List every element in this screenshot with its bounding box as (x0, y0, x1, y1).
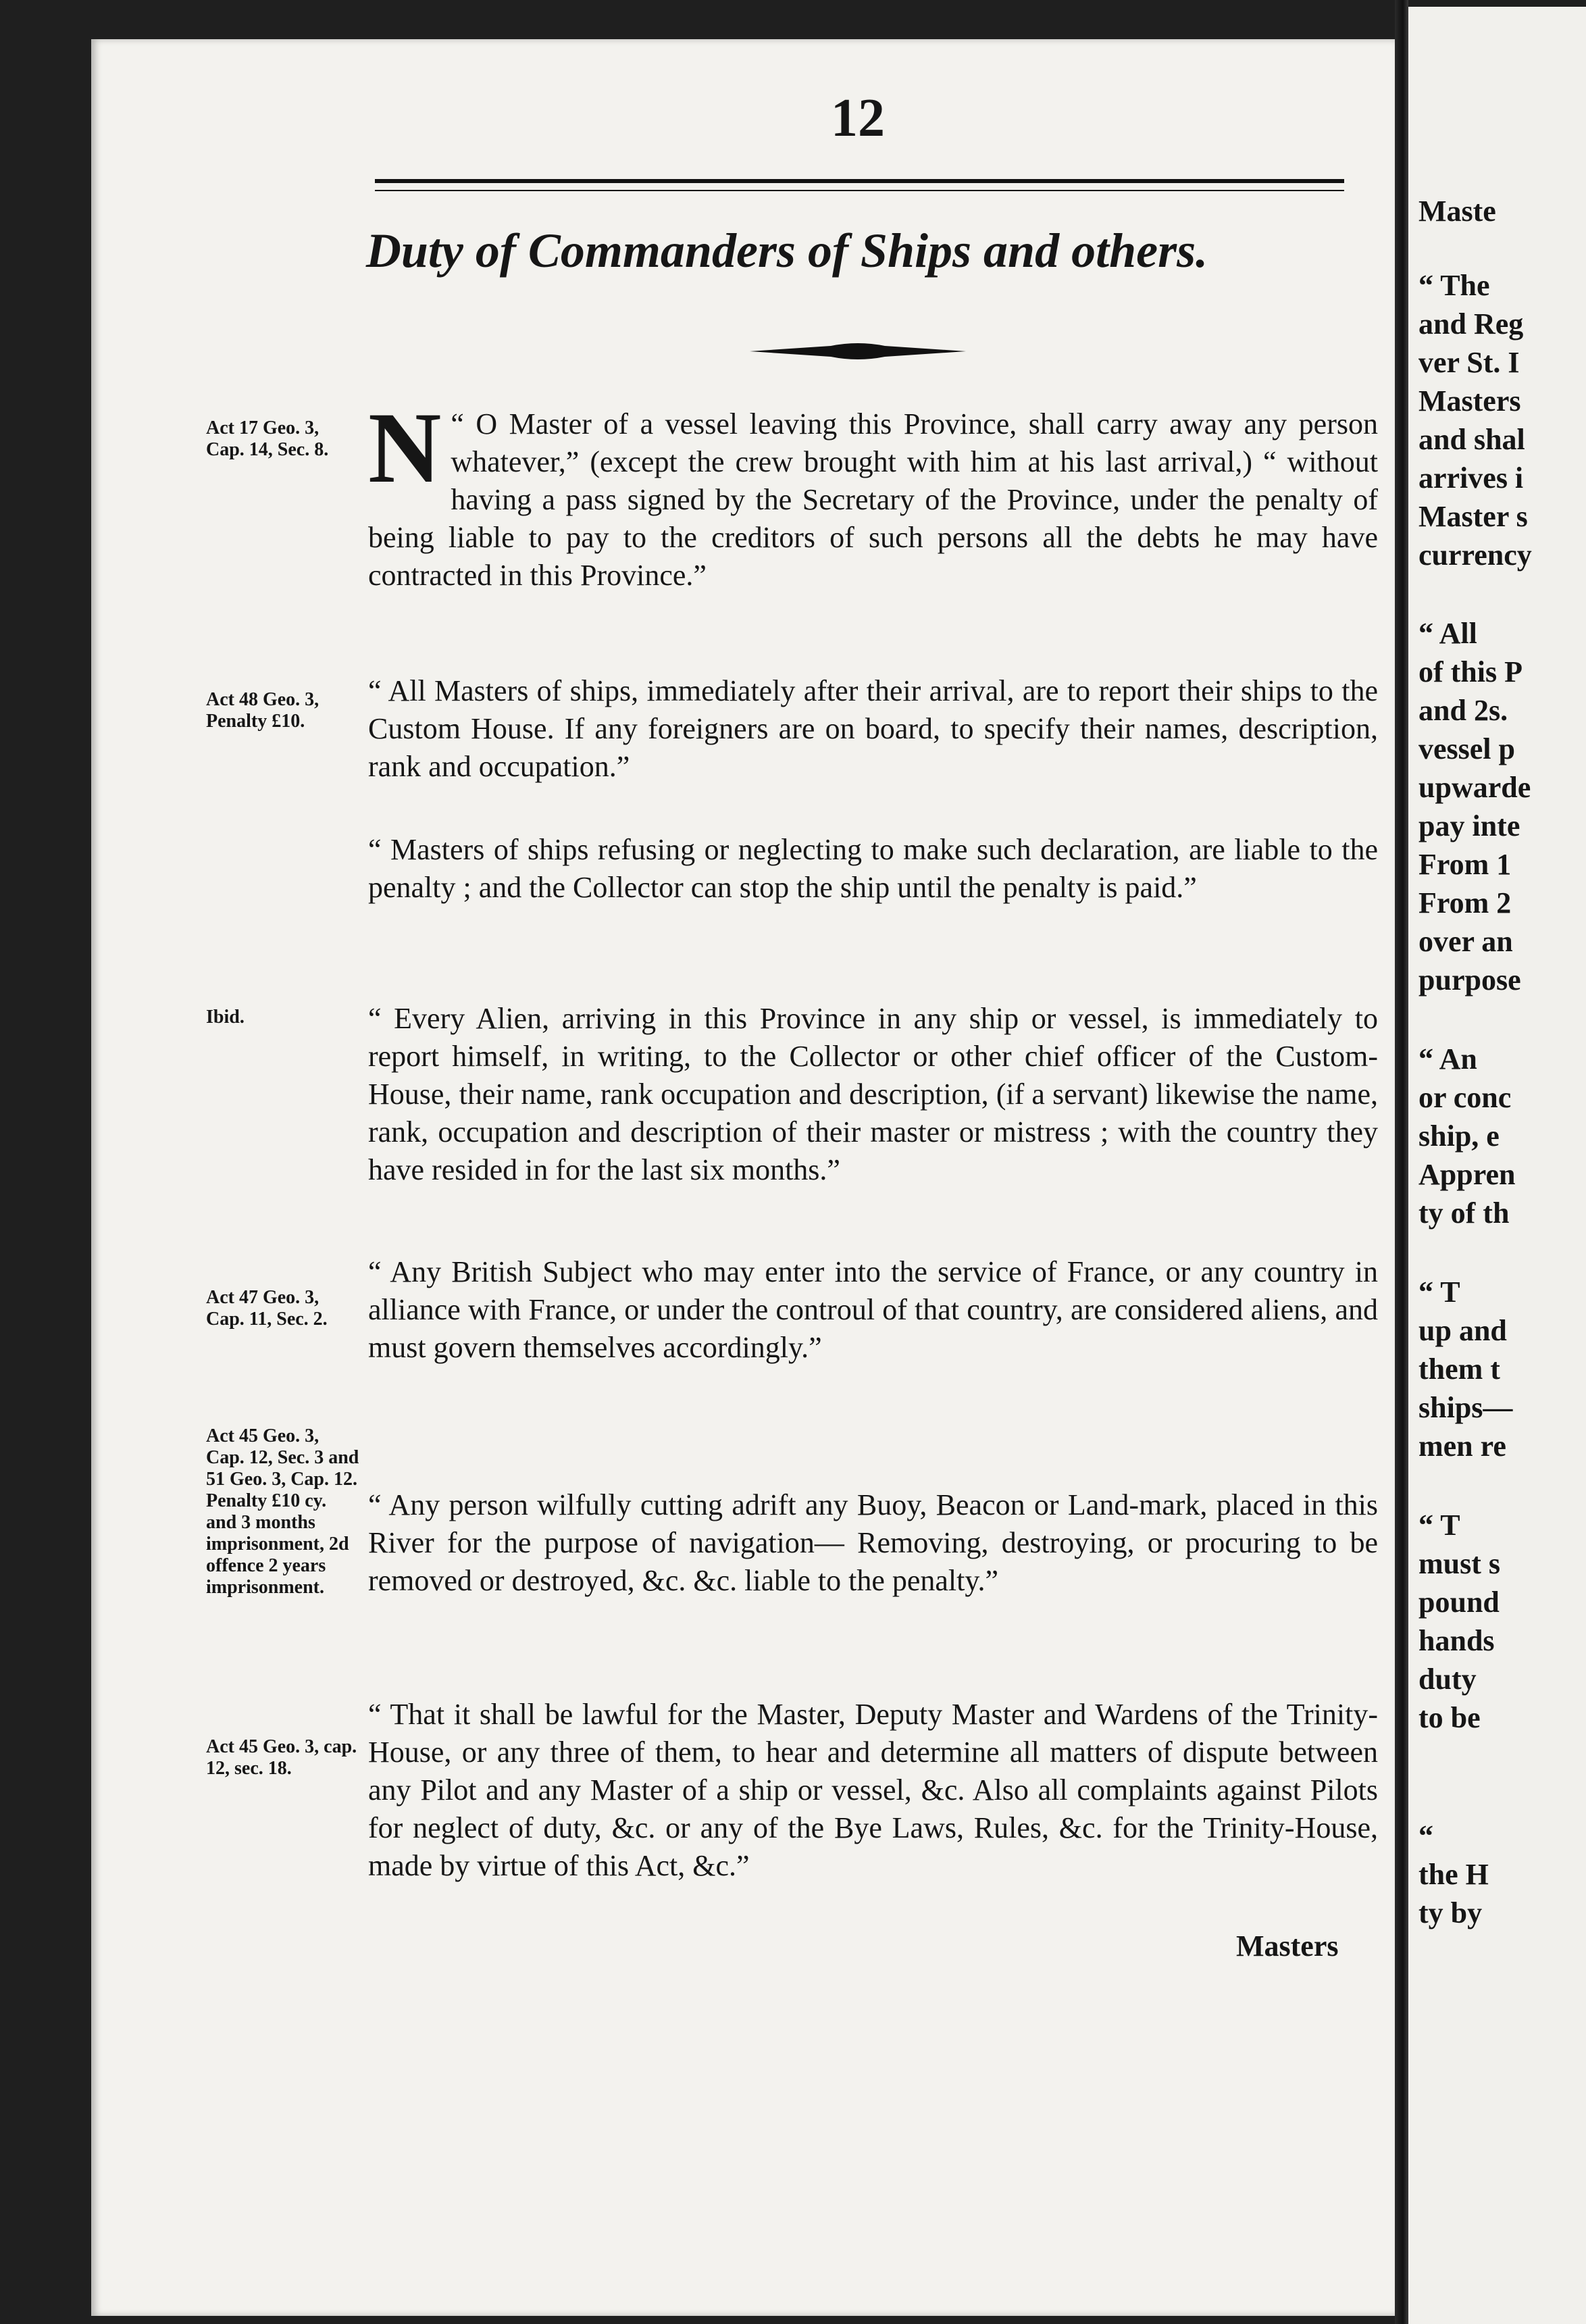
right-line: ships— (1418, 1391, 1513, 1424)
margin-note-7: Act 45 Geo. 3, cap. 12, sec. 18. (206, 1736, 357, 1779)
right-line: From 1 (1418, 848, 1512, 881)
right-line: purpose (1418, 963, 1521, 996)
right-line: “ (1418, 1819, 1433, 1852)
catchword: Masters (1236, 1929, 1339, 1963)
right-line: ver St. I (1418, 346, 1520, 379)
right-line: and shal (1418, 423, 1525, 456)
right-line: ty by (1418, 1896, 1483, 1929)
right-line: “ T (1418, 1275, 1460, 1309)
paragraph-4: “ Every Alien, arriving in this Province in any ship or vessel, is immediately to report himself, in writing, to the Collector or other chief officer of the Custom-House, their name, rank occupation and description, (if a servant) likewise the name, rank, occupation and description of their master or mistress ; with the country they have resided in for the last six months.” (368, 1002, 1378, 1186)
right-line: and 2s. (1418, 694, 1508, 727)
right-line: upwarde (1418, 771, 1531, 804)
right-line: must s (1418, 1547, 1501, 1580)
paragraph-1-text: “ O Master of a vessel leaving this Province, shall carry away any person whatever,” (except the crew brought with him at his last arrival,) “ without having a pass signed by the Secretary of the Province, under the penalty of being liable to pay to the creditors of such persons all the debts he may have contracted in this Province.” (368, 407, 1378, 592)
right-line: over an (1418, 925, 1513, 958)
right-line: of this P (1418, 655, 1523, 688)
right-line: up and (1418, 1314, 1507, 1347)
right-line: currency (1418, 538, 1532, 572)
right-line: the H (1418, 1858, 1489, 1891)
margin-note-2: Act 48 Geo. 3, Penalty £10. (206, 689, 319, 732)
right-line: men re (1418, 1430, 1506, 1463)
margin-note-1: Act 17 Geo. 3, Cap. 14, Sec. 8. (206, 418, 329, 460)
right-line: duty (1418, 1663, 1477, 1696)
right-line: pay inte (1418, 809, 1520, 842)
right-line: ty of th (1418, 1196, 1510, 1230)
paragraph-2: “ All Masters of ships, immediately after their arrival, are to report their ships to the Custom House. If any foreigners are on board, to specify their names, description, rank and occupation.” (368, 674, 1378, 783)
right-line: ship, e (1418, 1119, 1500, 1153)
paragraph-5: “ Any British Subject who may enter into the service of France, or any country in alliance with France, or under the controul of that country, are considered aliens, and must govern themselves accordingly.” (368, 1255, 1378, 1364)
right-line: “ The (1418, 269, 1490, 302)
right-line: Maste (1418, 195, 1496, 228)
right-line: them t (1418, 1353, 1500, 1386)
drop-cap: N (368, 392, 442, 504)
paragraph-3: “ Masters of ships refusing or neglecting to make such declaration, are liable to the penalty ; and the Collector can stop the ship until the penalty is paid.” (368, 833, 1378, 904)
right-line: Masters (1418, 384, 1521, 418)
right-line: or conc (1418, 1081, 1512, 1114)
paragraph-6: “ Any person wilfully cutting adrift any Buoy, Beacon or Land-mark, placed in this River for the purpose of navigation— Removing, destroying, or procuring to be removed or destroyed, &c. &c. liable to the penalty.” (368, 1488, 1378, 1597)
paragraph-1 (368, 392, 1378, 595)
ornament-dash (750, 338, 966, 365)
right-line: “ An (1418, 1042, 1477, 1076)
right-line: to be (1418, 1701, 1481, 1734)
margin-note-4: Ibid. (206, 1007, 245, 1028)
margin-note-5: Act 47 Geo. 3, Cap. 11, Sec. 2. (206, 1287, 328, 1330)
right-line: Master s (1418, 500, 1528, 533)
right-line: “ T (1418, 1509, 1460, 1542)
right-line: hands (1418, 1624, 1495, 1657)
book-gutter (1395, 0, 1408, 2324)
header-rule (375, 179, 1344, 191)
margin-note-6: Act 45 Geo. 3, Cap. 12, Sec. 3 and 51 Geo. 3, Cap. 12. Penalty £10 cy. and 3 months imprisonment, 2d offence 2 years imprisonment. (206, 1425, 359, 1598)
right-line: Appren (1418, 1158, 1516, 1191)
right-line: From 2 (1418, 886, 1512, 919)
right-line: pound (1418, 1586, 1500, 1619)
paragraph-7: “ That it shall be lawful for the Master, Deputy Master and Wardens of the Trinity-House, or any three of them, to hear and determine all matters of dispute between any Pilot and any Master of a ship or vessel, &c. Also all complaints against Pilots for neglect of duty, &c. or any of the Bye Laws, Rules, &c. for the Trinity-House, made by virtue of this Act, &c.” (368, 1698, 1378, 1882)
page-number: 12 (831, 89, 885, 148)
right-line: vessel p (1418, 732, 1515, 765)
chapter-title: Duty of Commanders of Ships and others. (365, 224, 1208, 278)
right-line: and Reg (1418, 307, 1524, 340)
right-line: arrives i (1418, 461, 1524, 495)
right-line: “ All (1418, 617, 1477, 650)
